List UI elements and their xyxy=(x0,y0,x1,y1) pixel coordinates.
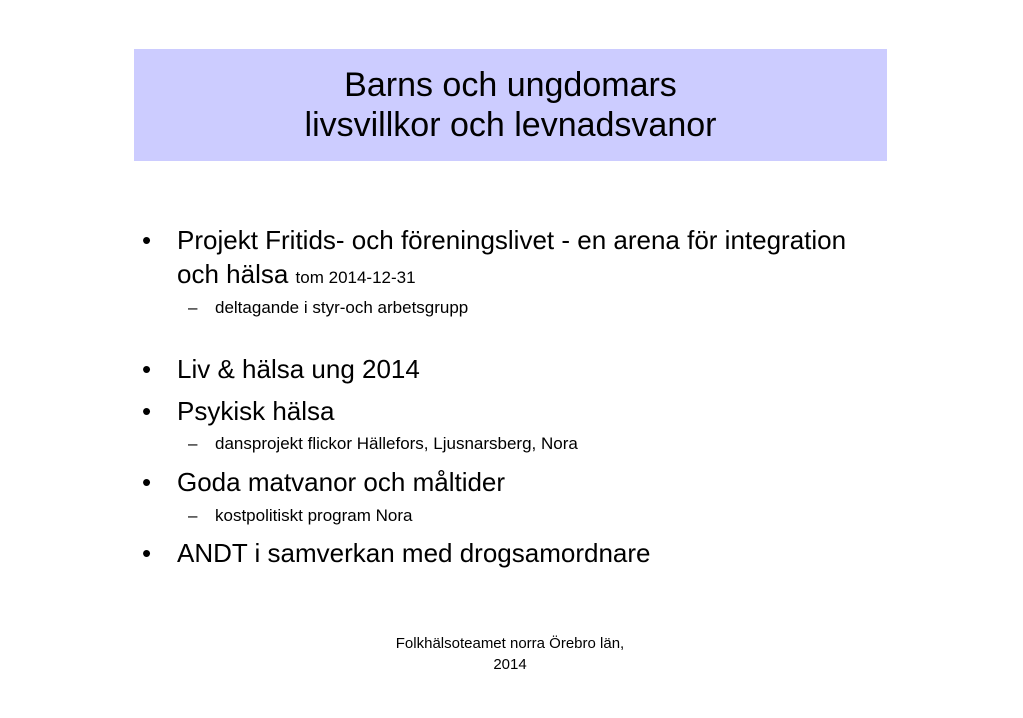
sub-marker: – xyxy=(188,298,198,317)
slide-footer xyxy=(300,633,720,675)
bullet-text: Liv & hälsa ung 2014 xyxy=(177,354,420,384)
bullet-text: ANDT i samverkan med drogsamordnare xyxy=(177,538,651,568)
bullet-marker: • xyxy=(142,354,152,384)
bullet-marker: • xyxy=(142,225,152,255)
bullet-marker: • xyxy=(142,538,152,568)
sub-marker: – xyxy=(188,434,198,453)
slide-title-line-1: Barns och ungdomars xyxy=(344,66,677,104)
bullet-date-note: tom 2014-12-31 xyxy=(295,268,416,287)
sub-text: dansprojekt flickor Hällefors, Ljusnarsberg, Nora xyxy=(215,434,578,453)
sub-text: kostpolitiskt program Nora xyxy=(215,506,413,525)
sub-marker: – xyxy=(188,506,198,525)
sub-text: deltagande i styr-och arbetsgrupp xyxy=(215,298,469,317)
bullet-marker: • xyxy=(142,467,152,497)
footer-line-1: Folkhälsoteamet norra Örebro län, xyxy=(395,635,625,652)
footer-line-2: 2014 xyxy=(493,656,527,673)
bullet-main-text: Projekt Fritids- och föreningslivet - en arena för integration och hälsa xyxy=(177,225,847,289)
bullet-text xyxy=(177,223,857,295)
slide-title-line-2: livsvillkor och levnadsvanor xyxy=(304,106,717,144)
bullet-text: Goda matvanor och måltider xyxy=(177,467,506,497)
bullet-marker: • xyxy=(142,396,152,426)
bullet-text: Psykisk hälsa xyxy=(177,396,335,426)
